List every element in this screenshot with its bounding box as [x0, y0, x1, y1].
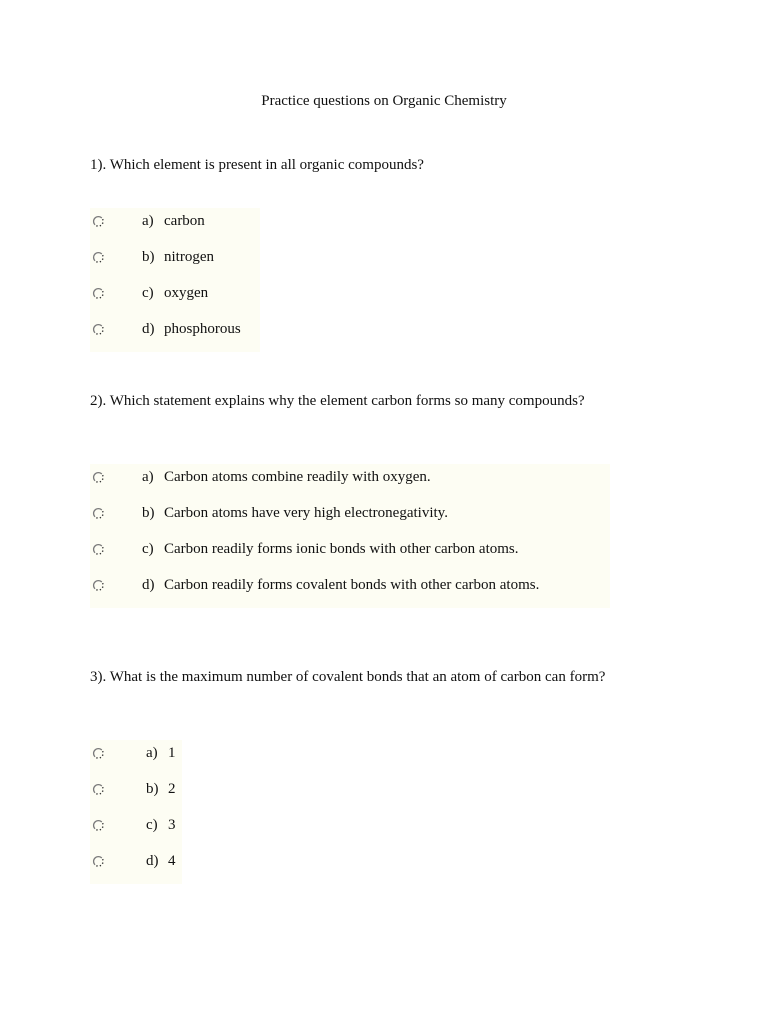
option-letter: b) — [142, 249, 155, 265]
radio-button-icon[interactable] — [92, 819, 105, 832]
radio-button-icon[interactable] — [92, 747, 105, 760]
page-title: Practice questions on Organic Chemistry — [261, 93, 507, 109]
radio-button-icon[interactable] — [92, 783, 105, 796]
radio-button-icon[interactable] — [92, 251, 105, 264]
option-3b[interactable] — [90, 776, 182, 812]
option-text: 4 — [168, 853, 176, 869]
option-1d[interactable] — [90, 316, 260, 352]
option-1b[interactable] — [90, 244, 260, 280]
option-text: carbon — [164, 213, 205, 229]
option-3c[interactable] — [90, 812, 182, 848]
option-3a[interactable] — [90, 740, 182, 776]
option-text: nitrogen — [164, 249, 214, 265]
option-letter: c) — [146, 817, 158, 833]
option-text: 1 — [168, 745, 176, 761]
radio-button-icon[interactable] — [92, 579, 105, 592]
radio-button-icon[interactable] — [92, 323, 105, 336]
radio-button-icon[interactable] — [92, 507, 105, 520]
option-letter: a) — [142, 213, 154, 229]
option-text: Carbon readily forms ionic bonds with other carbon atoms. — [164, 541, 519, 557]
option-letter: a) — [142, 469, 154, 485]
option-text: 2 — [168, 781, 176, 797]
option-2a[interactable] — [90, 464, 610, 500]
option-letter: b) — [142, 505, 155, 521]
option-2d[interactable] — [90, 572, 610, 608]
question-3-text: 3). What is the maximum number of covalent bonds that an atom of carbon can form? — [90, 669, 606, 685]
option-text: phosphorous — [164, 321, 241, 337]
option-letter: d) — [142, 321, 155, 337]
option-letter: a) — [146, 745, 158, 761]
question-2-text: 2). Which statement explains why the element carbon forms so many compounds? — [90, 393, 585, 409]
radio-button-icon[interactable] — [92, 471, 105, 484]
option-text: Carbon atoms combine readily with oxygen. — [164, 469, 431, 485]
option-letter: b) — [146, 781, 159, 797]
radio-button-icon[interactable] — [92, 215, 105, 228]
option-text: Carbon atoms have very high electronegativity. — [164, 505, 448, 521]
option-letter: d) — [142, 577, 155, 593]
option-2c[interactable] — [90, 536, 610, 572]
option-text: 3 — [168, 817, 176, 833]
option-1a[interactable] — [90, 208, 260, 244]
question-1-options — [90, 208, 260, 352]
option-text: Carbon readily forms covalent bonds with other carbon atoms. — [164, 577, 540, 593]
question-1-text: 1). Which element is present in all organic compounds? — [90, 157, 424, 173]
option-letter: c) — [142, 541, 154, 557]
option-letter: d) — [146, 853, 159, 869]
option-text: oxygen — [164, 285, 209, 301]
option-1c[interactable] — [90, 280, 260, 316]
question-2-options — [90, 464, 610, 608]
option-3d[interactable] — [90, 848, 182, 884]
radio-button-icon[interactable] — [92, 855, 105, 868]
radio-button-icon[interactable] — [92, 543, 105, 556]
option-letter: c) — [142, 285, 154, 301]
question-3-options — [90, 740, 182, 884]
radio-button-icon[interactable] — [92, 287, 105, 300]
option-2b[interactable] — [90, 500, 610, 536]
